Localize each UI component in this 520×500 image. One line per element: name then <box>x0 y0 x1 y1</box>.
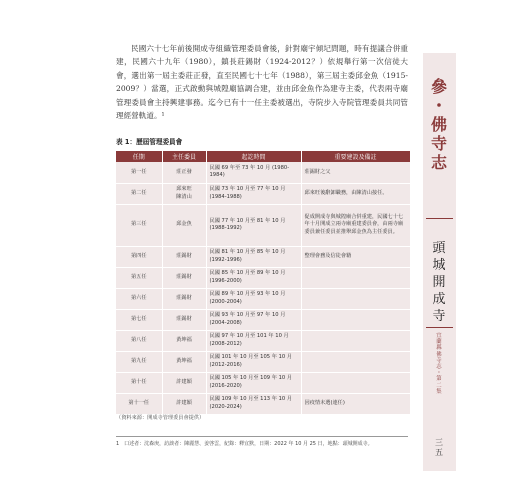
period-cell: 民國 97 年 10 月至 101 年 10 月 (2008-2012) <box>206 330 301 351</box>
term-cell: 第八任 <box>116 330 162 351</box>
table-row <box>116 351 410 372</box>
table-row <box>116 393 410 414</box>
term-cell: 第一任 <box>116 162 162 183</box>
period-cell: 民國 89 年 10 月至 93 年 10 月 (2000-2004) <box>206 288 301 309</box>
header-chair: 主任委員 <box>162 151 206 162</box>
chair-cell: 許建穎 <box>162 393 206 414</box>
term-cell: 第七任 <box>116 309 162 330</box>
period-cell: 民國 77 年 10 月至 81 年 10 月 (1988-1992) <box>206 204 301 246</box>
chair-cell: 莊錫財 <box>162 288 206 309</box>
series-title: 宜 蘭 縣 佛 寺 志 ・ 第 二 集 <box>436 333 442 395</box>
term-cell: 第十任 <box>116 372 162 393</box>
body-paragraph: 民國六十七年前後開成寺組織管理委員會後，針對廟宇傾圮問題，時有提議合併重建，民國六十九年（1980），鎮長莊錫財（1924-2012？）依規舉行第一次信徒大會，選出第一屆主委莊正發，直至民國七十七年（1988），第三屆主委邱金魚（1915-2009？）當選，正式啟動與城隍廟協調合建，並由邱金魚作為建寺主委，代表兩寺廟管理委員會主持興建事務。迄今已有十一任主委被選出，寺院步入寺院管理委員共同管理經營軌道。¹ <box>116 44 408 121</box>
chair-cell: 邱來旺 陳清山 <box>162 183 206 204</box>
term-cell: 第十一任 <box>116 393 162 414</box>
term-cell: 第九任 <box>116 351 162 372</box>
committee-table <box>116 151 411 415</box>
chair-cell: 黃坤福 <box>162 351 206 372</box>
table-row <box>116 309 410 330</box>
table-header-row <box>116 151 410 162</box>
notes-cell: 因疫情未選(連任) <box>301 393 410 414</box>
header-term: 任期 <box>116 151 162 162</box>
notes-cell: 邱來旺後辭卸職務，由陳清山接任。 <box>301 183 410 204</box>
header-period: 起訖時間 <box>206 151 301 162</box>
chair-cell: 莊錫財 <box>162 309 206 330</box>
term-cell: 第五任 <box>116 267 162 288</box>
notes-cell <box>301 309 410 330</box>
chair-cell: 許建穎 <box>162 372 206 393</box>
side-divider-top <box>426 218 453 219</box>
table-row <box>116 288 410 309</box>
notes-cell <box>301 288 410 309</box>
period-cell: 民國 105 年 10 月至 109 年 10 月 (2016-2020) <box>206 372 301 393</box>
notes-cell <box>301 372 410 393</box>
notes-cell: 促成開成寺與城隍廟合併重建，民國七十七年十月開成立兩寺廟重建委員會，由兩寺廟委員兼任委員並推舉邱金魚為主任委員。 <box>301 204 410 246</box>
chair-cell: 黃坤福 <box>162 330 206 351</box>
table-row <box>116 162 410 183</box>
footnote-divider <box>116 436 408 437</box>
page-number: 三 五 <box>435 438 443 457</box>
table-row <box>116 183 410 204</box>
header-notes: 重要建設及備註 <box>301 151 410 162</box>
term-cell: 第二任 <box>116 183 162 204</box>
period-cell: 民國 73 年 10 月至 77 年 10 月 (1984-1988) <box>206 183 301 204</box>
source-note: （資料來源：開成寺管理委員會提供） <box>116 415 205 421</box>
notes-cell <box>301 267 410 288</box>
table-row <box>116 204 410 246</box>
table-row <box>116 246 410 267</box>
term-cell: 第三任 <box>116 204 162 246</box>
table-title: 表 1：歷屆管理委員會 <box>116 138 183 146</box>
table-row <box>116 267 410 288</box>
footnote: 1 口述者：沈森庚，訪談者：陳麗慧、姜啓雲，紀錄：釋宜默，日期：2022 年 10 月 25 日，地點：頭城開成寺。 <box>116 441 373 447</box>
table-row <box>116 372 410 393</box>
period-cell: 民國 93 年 10 月至 97 年 10 月 (2004-2008) <box>206 309 301 330</box>
term-cell: 第六任 <box>116 288 162 309</box>
notes-cell <box>301 351 410 372</box>
chair-cell: 莊錫財 <box>162 267 206 288</box>
table-row <box>116 330 410 351</box>
chapter-title: 參 ・ 佛 寺 志 <box>430 77 447 172</box>
section-title: 頭 城 開 成 寺 <box>432 241 446 324</box>
period-cell: 民國 69 年至 73 年 10 月 (1980-1984) <box>206 162 301 183</box>
period-cell: 民國 81 年 10 月至 85 年 10 月 (1992-1996) <box>206 246 301 267</box>
term-cell: 第四任 <box>116 246 162 267</box>
notes-cell <box>301 330 410 351</box>
chair-cell: 邱金魚 <box>162 204 206 246</box>
period-cell: 民國 101 年 10 月至 105 年 10 月 (2012-2016) <box>206 351 301 372</box>
notes-cell: 整理會務及信徒會籍 <box>301 246 410 267</box>
period-cell: 民國 85 年 10 月至 89 年 10 月 (1996-2000) <box>206 267 301 288</box>
notes-cell: 莊錫財之父 <box>301 162 410 183</box>
period-cell: 民國 109 年 10 月至 113 年 10 月 (2020-2024) <box>206 393 301 414</box>
side-divider-bottom <box>426 327 453 328</box>
chair-cell: 莊正發 <box>162 162 206 183</box>
chair-cell: 莊錫財 <box>162 246 206 267</box>
